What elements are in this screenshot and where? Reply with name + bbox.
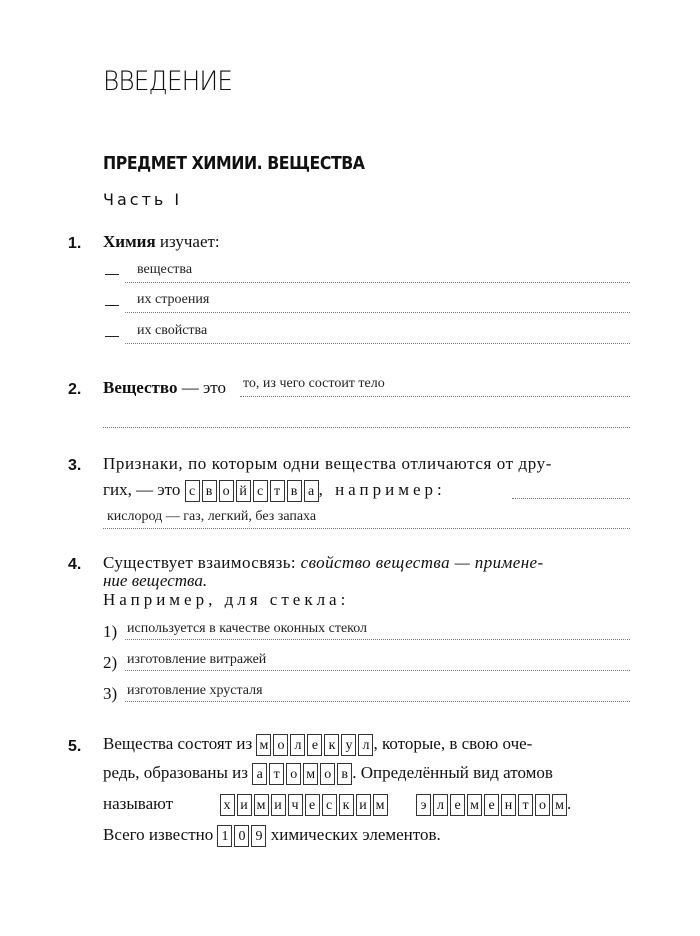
letter-box[interactable]: о bbox=[320, 763, 335, 785]
question-text: Всего известно bbox=[103, 825, 214, 844]
letter-box[interactable]: к bbox=[339, 794, 354, 816]
dash-mark bbox=[105, 305, 119, 306]
letter-box[interactable]: т bbox=[269, 763, 284, 785]
answer-text[interactable]: их строения bbox=[137, 292, 210, 307]
question-5-line3 bbox=[103, 794, 571, 816]
question-text: — это bbox=[177, 378, 226, 397]
letter-box[interactable]: о bbox=[219, 480, 234, 502]
question-number: 3. bbox=[68, 457, 82, 474]
letter-box[interactable]: а bbox=[304, 480, 319, 502]
letter-box[interactable]: к bbox=[324, 734, 339, 756]
letter-box[interactable]: с bbox=[322, 794, 337, 816]
question-text: . bbox=[567, 794, 572, 813]
answer-text[interactable]: изготовление хрусталя bbox=[127, 683, 263, 698]
letter-box[interactable]: о bbox=[273, 734, 288, 756]
chapter-title: ВВЕДЕНИЕ bbox=[103, 66, 232, 97]
letter-box[interactable]: 0 bbox=[234, 825, 249, 847]
part-label: Часть I bbox=[103, 190, 183, 209]
letter-box[interactable]: в bbox=[202, 480, 217, 502]
term: Вещество bbox=[103, 378, 178, 397]
letter-boxes-properties[interactable] bbox=[185, 480, 319, 502]
letter-box[interactable]: и bbox=[271, 794, 286, 816]
item-label: 2) bbox=[103, 653, 118, 672]
letter-box[interactable]: т bbox=[518, 794, 533, 816]
question-number: 5. bbox=[68, 738, 82, 755]
letter-box[interactable]: и bbox=[237, 794, 252, 816]
answer-text[interactable]: вещества bbox=[137, 262, 193, 277]
letter-box[interactable]: е bbox=[307, 734, 322, 756]
answer-text[interactable]: изготовление витражей bbox=[127, 652, 267, 667]
answer-text[interactable]: то, из чего состоит тело bbox=[243, 376, 385, 391]
question-text: , например: bbox=[318, 480, 446, 499]
letter-boxes-molecules[interactable] bbox=[256, 734, 373, 756]
answer-line[interactable] bbox=[125, 701, 630, 702]
answer-line[interactable] bbox=[240, 396, 630, 397]
letter-box[interactable]: в bbox=[337, 763, 352, 785]
letter-box[interactable]: у bbox=[341, 734, 356, 756]
answer-line[interactable] bbox=[125, 670, 630, 671]
letter-box[interactable]: т bbox=[270, 480, 285, 502]
question-number: 4. bbox=[68, 556, 82, 573]
letter-boxes-atoms[interactable] bbox=[252, 763, 352, 785]
section-title: ПРЕДМЕТ ХИМИИ. ВЕЩЕСТВА bbox=[103, 154, 365, 174]
question-text: Вещества состоят из bbox=[103, 734, 253, 753]
letter-box[interactable]: 9 bbox=[251, 825, 266, 847]
italic-text: свойство вещества — примене- bbox=[300, 553, 544, 572]
letter-box[interactable]: о bbox=[535, 794, 550, 816]
letter-box[interactable]: й bbox=[236, 480, 251, 502]
letter-boxes-element[interactable] bbox=[416, 794, 567, 816]
answer-line[interactable] bbox=[125, 343, 630, 344]
answer-line[interactable] bbox=[103, 528, 630, 529]
answer-line[interactable] bbox=[512, 498, 630, 499]
letter-box[interactable]: 1 bbox=[217, 825, 232, 847]
letter-box[interactable]: ч bbox=[288, 794, 303, 816]
letter-box[interactable]: и bbox=[356, 794, 371, 816]
digit-boxes-count[interactable] bbox=[217, 825, 266, 847]
question-text: называют bbox=[103, 794, 174, 813]
question-text: , которые, в свою оче- bbox=[373, 734, 533, 753]
letter-box[interactable]: м bbox=[256, 734, 271, 756]
question-5-line2 bbox=[103, 763, 553, 785]
question-text: Признаки, по которым одни вещества отличаются от дру- bbox=[103, 454, 552, 473]
question-number: 1. bbox=[68, 235, 82, 252]
answer-line[interactable] bbox=[125, 639, 630, 640]
letter-box[interactable]: в bbox=[287, 480, 302, 502]
answer-row bbox=[105, 324, 119, 342]
answer-line[interactable] bbox=[125, 312, 630, 313]
letter-box[interactable]: о bbox=[286, 763, 301, 785]
letter-box[interactable]: н bbox=[501, 794, 516, 816]
question-1-text bbox=[103, 232, 220, 252]
answer-text[interactable]: используется в качестве оконных стекол bbox=[127, 621, 368, 636]
letter-box[interactable]: с bbox=[185, 480, 200, 502]
letter-box[interactable]: е bbox=[484, 794, 499, 816]
dash-mark bbox=[105, 336, 119, 337]
question-text: Например, для стекла: bbox=[103, 590, 350, 609]
item-label: 3) bbox=[103, 684, 118, 703]
letter-box[interactable]: м bbox=[373, 794, 388, 816]
letter-box[interactable]: м bbox=[467, 794, 482, 816]
question-number: 2. bbox=[68, 381, 82, 398]
letter-box[interactable]: е bbox=[305, 794, 320, 816]
question-text: . Определённый вид атомов bbox=[352, 763, 553, 782]
italic-text: ние вещества. bbox=[103, 571, 208, 590]
letter-boxes-chemical[interactable] bbox=[220, 794, 388, 816]
question-text: редь, образованы из bbox=[103, 763, 248, 782]
item-label: 1) bbox=[103, 622, 118, 641]
question-text: изучает: bbox=[155, 232, 220, 251]
letter-box[interactable]: а bbox=[252, 763, 267, 785]
question-text: химических элементов. bbox=[266, 825, 441, 844]
question-text: Существует взаимосвязь: bbox=[103, 553, 301, 572]
letter-box[interactable]: л bbox=[358, 734, 373, 756]
answer-text[interactable]: кислород — газ, легкий, без запаха bbox=[107, 509, 317, 524]
letter-box[interactable]: м bbox=[254, 794, 269, 816]
dash-mark bbox=[105, 274, 119, 275]
question-4-line1 bbox=[103, 553, 544, 573]
question-5-line4 bbox=[103, 825, 441, 847]
answer-row bbox=[105, 262, 119, 280]
question-2-text bbox=[103, 378, 226, 398]
letter-box[interactable]: с bbox=[253, 480, 268, 502]
answer-line[interactable] bbox=[103, 427, 630, 428]
question-3-line2 bbox=[103, 480, 446, 502]
answer-line[interactable] bbox=[125, 282, 630, 283]
term: Химия bbox=[103, 232, 156, 251]
letter-box[interactable]: м bbox=[552, 794, 567, 816]
answer-row bbox=[105, 293, 119, 311]
letter-box[interactable]: л bbox=[433, 794, 448, 816]
letter-box[interactable]: м bbox=[303, 763, 318, 785]
letter-box[interactable]: л bbox=[290, 734, 305, 756]
letter-box[interactable]: э bbox=[416, 794, 431, 816]
question-text: гих, — это bbox=[103, 480, 181, 499]
letter-box[interactable]: х bbox=[220, 794, 235, 816]
answer-text[interactable]: их свойства bbox=[137, 323, 208, 338]
letter-box[interactable]: е bbox=[450, 794, 465, 816]
question-5-line1 bbox=[103, 734, 532, 756]
